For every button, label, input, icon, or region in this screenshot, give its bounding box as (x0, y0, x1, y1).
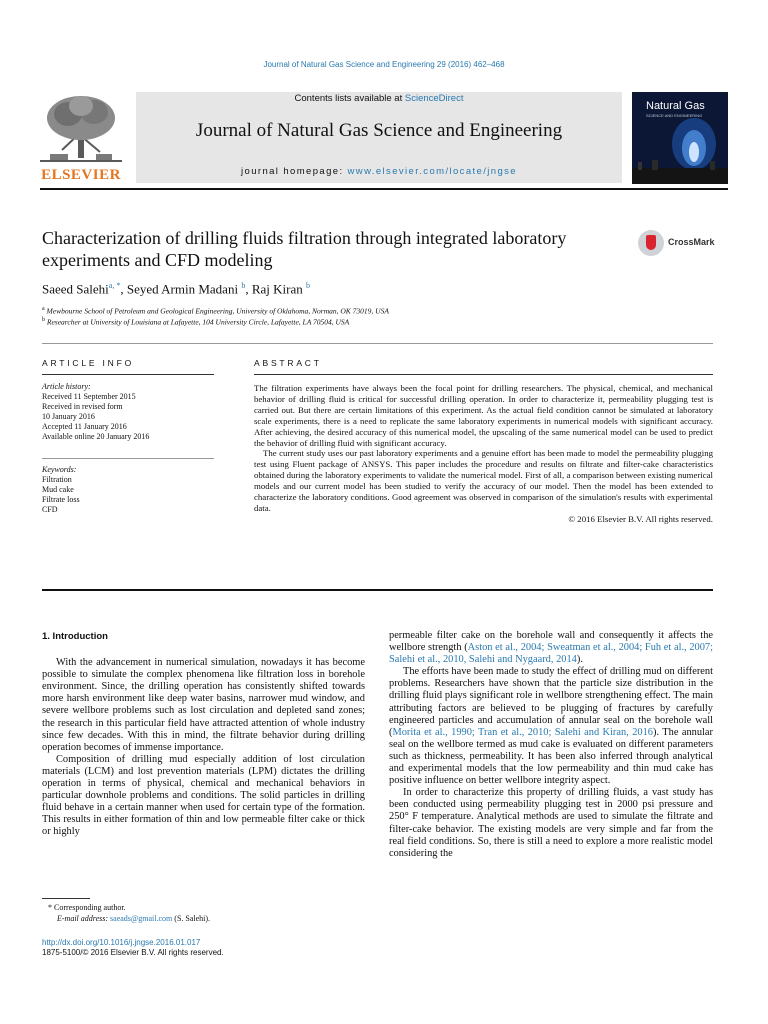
abstract-paragraph: The current study uses our past laboratory experiments and a genuine effort has been made to model the permeability plugging test using Fluent package of ANSYS. This paper includes the procedure and results on filtrate and filter-cake characteristics obtained during the laboratory experiments to validate the numerical model. First of all, a comparison between existing numerical models and our current model has been studied to verify the accuracy of our model. Then the model has been extended to characterize the laboratory conditions. Good agreement was observed in comparison of the simulation's results with experimental data. (254, 448, 713, 513)
author-affiliation-link[interactable]: b (241, 281, 246, 290)
corresponding-author-note: * Corresponding author. (48, 903, 126, 912)
citation-link[interactable]: Aston et al., 2004; Sweatman et al., 2004; Fuh et al., 2007; Salehi et al., 2010, Salehi and Nygaard, 2014 (389, 642, 714, 666)
body-text: The efforts have been made to study the effect of drilling mud on different problems. Researchers have shown that the particle size distribution in the drilling fluid plays significant role in wellbore strengthening effect. The main attributing factors are believed to be plugging of fractures by carefully engineered particles and accumulation of annular seal on the borehole wall ( (389, 666, 713, 738)
affiliation-text: Mewbourne School of Petroleum and Geological Engineering, University of Oklahoma, Norman, OK 73019, USA (46, 306, 389, 316)
issn-line: 1875-5100/© 2016 Elsevier B.V. All rights reserved. (42, 948, 224, 957)
author-list (42, 281, 310, 297)
elsevier-logo (40, 92, 122, 184)
article-info-label: ARTICLE INFO (42, 358, 135, 368)
body-text: permeable filter cake on the borehole wall and consequently it affects the wellbore strength ( (389, 630, 713, 654)
body-text: ). The annular seal on the wellbore termed as mud cake is evaluated on different parameters such as thickness, permeability. It has been also inferred through analytical and experimental models that the low permeability and thin mud cake has positive influence on better wellbore integrity aspect. (389, 726, 713, 787)
abstract-rule (254, 374, 713, 375)
history-label: Article history: (42, 382, 91, 391)
crossmark-label: CrossMark (668, 237, 715, 247)
keyword: Filtration (42, 475, 72, 484)
keywords-rule (42, 458, 214, 459)
journal-cover-image (632, 92, 728, 184)
keywords-block (42, 465, 80, 515)
history-item: Received 11 September 2015 (42, 392, 136, 401)
paper-title: Characterization of drilling fluids filtration through integrated laboratory experiments and CFD modeling (42, 228, 567, 270)
sciencedirect-link[interactable]: ScienceDirect (404, 93, 464, 104)
footnote-rule (42, 898, 90, 899)
affiliation-b (42, 317, 349, 327)
body-paragraph: Composition of drilling mud especially addition of lost circulation materials (LCM) and lost prevention materials (LPM) dictates the drilling operation in terms of physical, chemical and mechanical behaviors in particular downhole problems and conditions. The solid particles in drilling fluid behave in a certain manner when used for certain type of the formation. This results in either formation of thin and low permeable filter cake or thick or highly (42, 753, 365, 838)
email-link[interactable]: saeads@gmail.com (110, 914, 173, 923)
homepage-prefix: journal homepage: (241, 166, 348, 177)
author-separator: , (245, 281, 252, 297)
journal-citation-link[interactable]: Journal of Natural Gas Science and Engineering 29 (2016) 462–468 (263, 60, 505, 69)
article-history (42, 382, 149, 442)
body-paragraph (389, 666, 713, 787)
author-affiliation-link[interactable]: a, * (108, 281, 121, 290)
body-rule (42, 589, 713, 591)
contents-prefix: Contents lists available at (294, 93, 405, 104)
cover-title: Natural Gas (646, 100, 705, 112)
keyword: Filtrate loss (42, 495, 80, 504)
info-rule (42, 374, 214, 375)
affiliation-marker: b (42, 317, 45, 323)
abstract-paragraph: The filtration experiments have always been the focal point for drilling researchers. The physical, chemical, and mechanical behavior of drilling fluid is critical for successful drilling operation. In order to characterize it, permeability plugging test is carried out. But there are certain limitations of this experiment. As the actual field condition cannot be simulated at laboratory scale experiments, there is a need to replicate the same laboratory experiments in numerical models with significant accuracy. After achieving, the desired accuracy of this numerical model, the upscaling of the same numerical model can be used to predict the behavior of drilling fluid with significant accuracy. (254, 383, 713, 448)
author-name: Saeed Salehi (42, 281, 109, 297)
author-name: Raj Kiran (251, 281, 303, 297)
email-note (57, 914, 210, 924)
email-label: E-mail address: (57, 914, 111, 923)
citation-link[interactable]: Morita et al., 1990; Tran et al., 2010; Salehi and Kiran, 2016 (392, 726, 653, 738)
elsevier-wordmark: ELSEVIER (41, 167, 121, 183)
keywords-label: Keywords: (42, 465, 77, 474)
cover-subtitle: SCIENCE AND ENGINEERING (646, 113, 703, 118)
history-item: 10 January 2016 (42, 412, 95, 421)
affiliation-a (42, 306, 389, 316)
section-heading: 1. Introduction (42, 631, 108, 642)
journal-banner (136, 92, 622, 183)
elsevier-tree-icon (40, 92, 122, 164)
front-matter-rule (42, 343, 713, 344)
doi-block (42, 938, 224, 958)
history-item: Available online 20 January 2016 (42, 432, 150, 441)
keyword: CFD (42, 505, 58, 514)
abstract-text (254, 383, 713, 525)
journal-homepage (136, 166, 622, 177)
email-suffix: (S. Salehi). (172, 914, 211, 923)
author-separator: , (120, 281, 127, 297)
homepage-link[interactable]: www.elsevier.com/locate/jngse (347, 166, 517, 177)
keyword: Mud cake (42, 485, 74, 494)
author-name: Seyed Armin Madani (126, 281, 239, 297)
header-rule (40, 188, 728, 190)
contents-available (136, 93, 622, 104)
body-paragraph: With the advancement in numerical simulation, nowadays it has become possible to simulate the complex phenomena like filtration loss in borehole environment. Since, the drilling operation has consistently shifted towards more harsh environment like deep water basins, narrower mud window, and severe wellbore problems such as lost circulation and depleted sand zones; the research in this particular field have attracted attention of whole industry since few decades. With this in mind, the filtrate behavior during drilling operation becomes of immense importance. (42, 657, 365, 753)
history-item: Accepted 11 January 2016 (42, 422, 127, 431)
abstract-label: ABSTRACT (254, 358, 322, 368)
affiliation-marker: a (42, 306, 45, 312)
body-paragraph (389, 630, 713, 666)
affiliation-text: Researcher at University of Louisiana at Lafayette, 104 University Circle, Lafayette, LA 70504, USA (46, 317, 350, 327)
abstract-copyright: © 2016 Elsevier B.V. All rights reserved. (568, 513, 713, 524)
author-affiliation-link[interactable]: b (305, 281, 310, 290)
body-paragraph: In order to characterize this property of drilling fluids, a vast study has been conducted using permeability plugging test in 2000 psi pressure and 250° F temperature. Analytical methods are used to simulate the filtrate and filter-cake behavior. The existing models are very simple and far from the real field conditions. So, there is still a need to explore a more realistic model considering the (389, 787, 713, 859)
history-item: Received in revised form (42, 402, 123, 411)
body-left-column (42, 631, 365, 839)
journal-title: Journal of Natural Gas Science and Engineering (195, 120, 563, 141)
body-right-column (389, 630, 713, 860)
crossmark-icon (638, 230, 664, 256)
doi-link[interactable]: http://dx.doi.org/10.1016/j.jngse.2016.01.017 (42, 938, 201, 947)
crossmark-button[interactable] (638, 230, 718, 258)
body-text: ). (576, 654, 583, 666)
